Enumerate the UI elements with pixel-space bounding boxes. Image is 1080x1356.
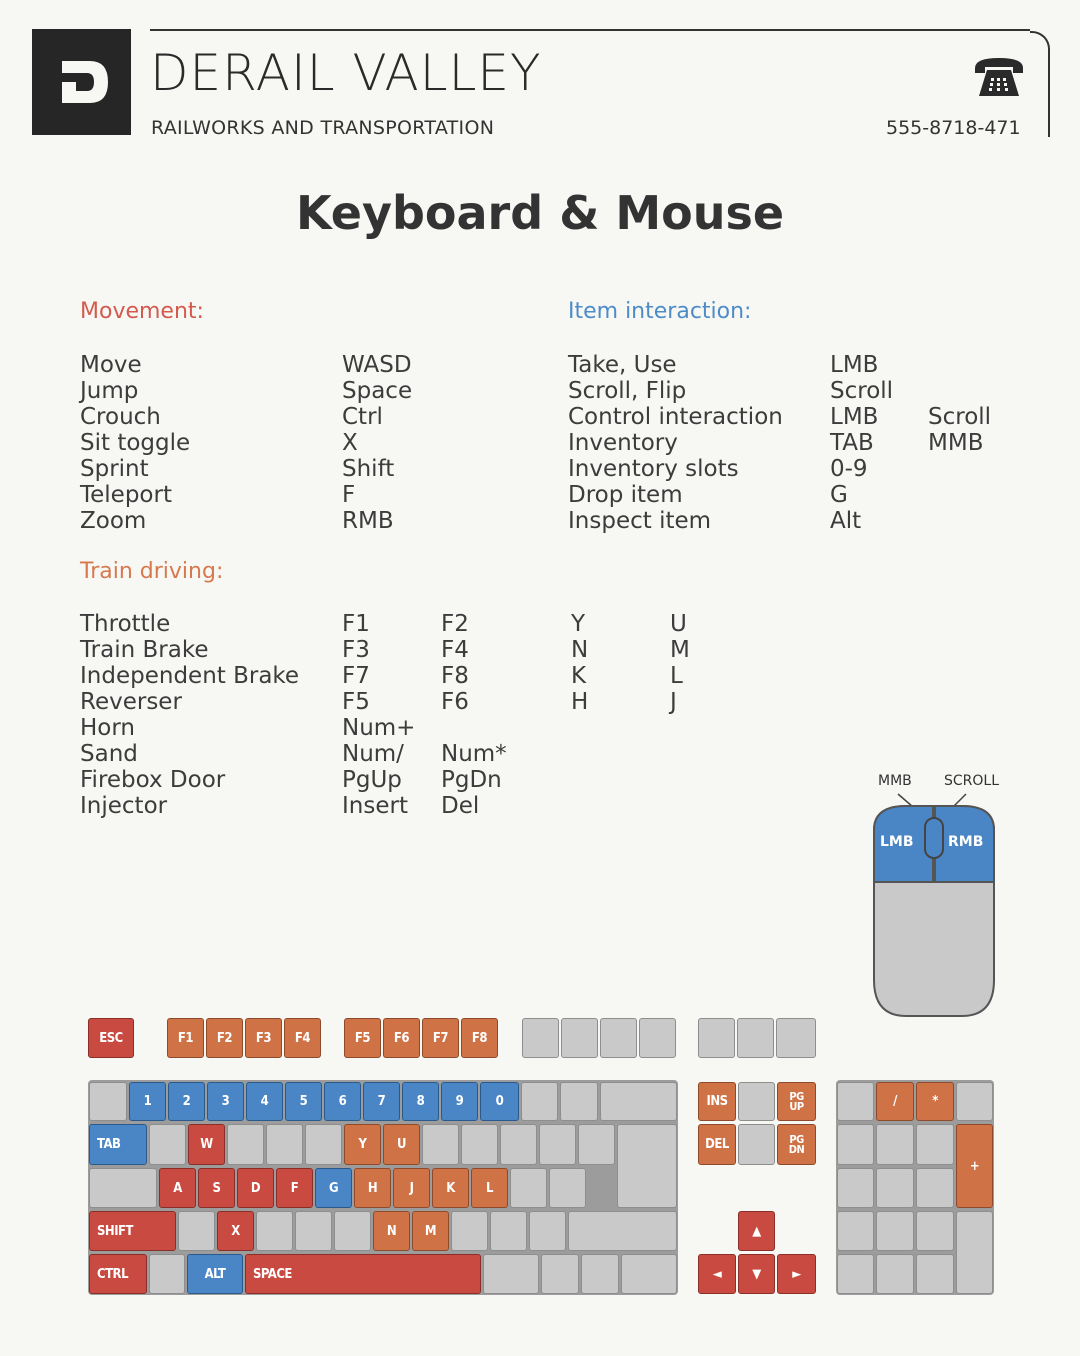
train-key: PgDn xyxy=(441,767,502,793)
key-w: W xyxy=(188,1124,225,1165)
key-shift: SHIFT xyxy=(89,1211,176,1251)
key-f: F xyxy=(276,1168,313,1208)
key-q xyxy=(149,1124,186,1165)
key-x: X xyxy=(217,1211,254,1251)
key-insert: INS xyxy=(698,1082,736,1121)
key-f2: F2 xyxy=(206,1018,243,1058)
key-2: 2 xyxy=(168,1082,205,1121)
mouse-lmb-button: LMB xyxy=(880,834,914,850)
key-page-up xyxy=(777,1082,816,1121)
movement-action: Crouch xyxy=(80,404,161,430)
train-key: F8 xyxy=(441,663,469,689)
key-page-up-line2: UP xyxy=(789,1099,804,1113)
movement-key: X xyxy=(342,430,358,456)
train-key: K xyxy=(571,663,587,689)
key-right-alt xyxy=(483,1254,539,1294)
header-corner xyxy=(1030,31,1050,137)
item-key: LMB xyxy=(830,352,879,378)
movement-key: WASD xyxy=(342,352,412,378)
key-scroll-lock xyxy=(737,1018,774,1058)
key-menu xyxy=(541,1254,579,1294)
train-key: PgUp xyxy=(342,767,402,793)
item-action: Scroll, Flip xyxy=(568,378,687,404)
train-action: Independent Brake xyxy=(80,663,300,689)
train-key: F1 xyxy=(342,611,370,637)
key-3: 3 xyxy=(207,1082,244,1121)
mouse-mmb-label: MMB xyxy=(878,773,912,789)
key-k: K xyxy=(432,1168,469,1208)
key-caps-lock xyxy=(89,1168,157,1208)
key-num-plus: + xyxy=(956,1124,993,1208)
key-page-down-line1: PG xyxy=(789,1132,804,1146)
key-right-ctrl xyxy=(621,1254,677,1294)
key-8: 8 xyxy=(402,1082,439,1121)
train-key: F4 xyxy=(441,637,469,663)
movement-action: Sprint xyxy=(80,456,149,482)
key-equals xyxy=(560,1082,598,1121)
movement-key: Space xyxy=(342,378,413,404)
train-key: F3 xyxy=(342,637,370,663)
key-num-5 xyxy=(876,1168,914,1208)
arrow-left-key: ◄ xyxy=(698,1254,736,1294)
key-num-6 xyxy=(916,1168,954,1208)
movement-action: Jump xyxy=(80,378,139,404)
key-c xyxy=(256,1211,293,1251)
key-backspace xyxy=(600,1082,677,1121)
key-f9 xyxy=(522,1018,559,1058)
key-win xyxy=(149,1254,185,1294)
item-alt-key: Scroll xyxy=(928,404,992,430)
key-7: 7 xyxy=(363,1082,400,1121)
key-fn xyxy=(581,1254,619,1294)
key-right-shift xyxy=(568,1211,677,1251)
item-key: LMB xyxy=(830,404,879,430)
key-6: 6 xyxy=(324,1082,361,1121)
item-action: Inventory xyxy=(568,430,678,456)
key-num-decimal xyxy=(916,1254,954,1294)
item-key: Scroll xyxy=(830,378,894,404)
key-home xyxy=(738,1082,775,1121)
key-esc: ESC xyxy=(88,1018,134,1058)
key-f4: F4 xyxy=(284,1018,321,1058)
train-driving-heading: Train driving: xyxy=(80,559,224,584)
train-key: F7 xyxy=(342,663,370,689)
train-key: L xyxy=(670,663,683,689)
train-key: Num/ xyxy=(342,741,404,767)
logo-d-icon xyxy=(32,29,131,135)
telephone-icon xyxy=(971,54,1027,100)
train-action: Injector xyxy=(80,793,168,819)
key-right-bracket xyxy=(578,1124,615,1165)
key-a: A xyxy=(159,1168,196,1208)
key-print-screen xyxy=(698,1018,735,1058)
key-f3: F3 xyxy=(245,1018,282,1058)
company-logo xyxy=(32,29,131,135)
key-delete: DEL xyxy=(698,1124,736,1165)
key-u: U xyxy=(383,1124,420,1165)
item-action: Inventory slots xyxy=(568,456,739,482)
key-page-down xyxy=(777,1124,816,1165)
key-1: 1 xyxy=(129,1082,166,1121)
key-minus xyxy=(521,1082,558,1121)
movement-heading: Movement: xyxy=(80,299,204,324)
item-key: TAB xyxy=(830,430,874,456)
key-s: S xyxy=(198,1168,235,1208)
movement-action: Teleport xyxy=(80,482,172,508)
key-tab: TAB xyxy=(89,1124,147,1165)
key-num-0 xyxy=(837,1254,874,1294)
arrow-right-key: ► xyxy=(777,1254,816,1294)
key-enter xyxy=(617,1124,677,1208)
key-num-divide: / xyxy=(876,1082,914,1121)
key-r xyxy=(266,1124,303,1165)
key-f11 xyxy=(600,1018,637,1058)
train-action: Firebox Door xyxy=(80,767,226,793)
movement-key: Ctrl xyxy=(342,404,383,430)
train-key: Insert xyxy=(342,793,408,819)
key-space: SPACE xyxy=(245,1254,481,1294)
key-t xyxy=(305,1124,342,1165)
item-key: Alt xyxy=(830,508,862,534)
train-action: Reverser xyxy=(80,689,182,715)
key-v xyxy=(295,1211,332,1251)
train-key: U xyxy=(670,611,687,637)
key-period xyxy=(490,1211,527,1251)
key-end xyxy=(738,1124,775,1165)
train-key: Num* xyxy=(441,741,507,767)
key-f8: F8 xyxy=(461,1018,498,1058)
mouse-scroll-label: SCROLL xyxy=(944,773,1000,789)
movement-key: Shift xyxy=(342,456,395,482)
key-backtick xyxy=(89,1082,127,1121)
key-num-lock xyxy=(837,1082,874,1121)
train-key: Num+ xyxy=(342,715,416,741)
key-ctrl: CTRL xyxy=(89,1254,147,1294)
item-action: Take, Use xyxy=(568,352,677,378)
key-page-up-line1: PG xyxy=(789,1089,804,1103)
key-z xyxy=(178,1211,215,1251)
key-slash xyxy=(529,1211,566,1251)
key-n: N xyxy=(373,1211,410,1251)
key-num-8 xyxy=(876,1124,914,1165)
item-alt-key: MMB xyxy=(928,430,984,456)
key-9: 9 xyxy=(441,1082,478,1121)
key-comma xyxy=(451,1211,488,1251)
item-action: Control interaction xyxy=(568,404,783,430)
train-action: Sand xyxy=(80,741,138,767)
key-4: 4 xyxy=(246,1082,283,1121)
train-action: Train Brake xyxy=(80,637,209,663)
key-f7: F7 xyxy=(422,1018,459,1058)
key-alt: ALT xyxy=(187,1254,243,1294)
train-key: J xyxy=(670,689,677,715)
train-key: F5 xyxy=(342,689,370,715)
movement-key: RMB xyxy=(342,508,394,534)
key-m: M xyxy=(412,1211,449,1251)
item-action: Drop item xyxy=(568,482,683,508)
key-f1: F1 xyxy=(167,1018,204,1058)
key-num-minus xyxy=(956,1082,993,1121)
key-d: D xyxy=(237,1168,274,1208)
key-p xyxy=(500,1124,537,1165)
header-rule xyxy=(150,29,1030,31)
key-semicolon xyxy=(510,1168,547,1208)
brand-name: DERAIL VALLEY xyxy=(150,44,542,102)
movement-action: Zoom xyxy=(80,508,147,534)
key-0: 0 xyxy=(480,1082,519,1121)
movement-action: Move xyxy=(80,352,142,378)
key-num-0-wide xyxy=(876,1254,914,1294)
key-num-3 xyxy=(916,1211,954,1251)
train-action: Horn xyxy=(80,715,135,741)
arrow-up-key: ▲ xyxy=(738,1211,775,1251)
item-key: G xyxy=(830,482,848,508)
key-o xyxy=(461,1124,498,1165)
train-key: M xyxy=(670,637,690,663)
key-num-multiply: * xyxy=(916,1082,954,1121)
phone-number: 555-8718-471 xyxy=(886,117,1021,139)
key-page-down-line2: DN xyxy=(788,1142,805,1156)
key-num-enter xyxy=(956,1211,993,1294)
train-key: N xyxy=(571,637,589,663)
key-i xyxy=(422,1124,459,1165)
key-j: J xyxy=(393,1168,430,1208)
key-b xyxy=(334,1211,371,1251)
brand-tagline: RAILWORKS AND TRANSPORTATION xyxy=(151,117,495,139)
key-5: 5 xyxy=(285,1082,322,1121)
page-title: Keyboard & Mouse xyxy=(295,186,785,240)
key-f5: F5 xyxy=(344,1018,381,1058)
key-g: G xyxy=(315,1168,352,1208)
key-num-7 xyxy=(837,1124,874,1165)
train-action: Throttle xyxy=(80,611,171,637)
item-action: Inspect item xyxy=(568,508,712,534)
key-e xyxy=(227,1124,264,1165)
mouse-diagram xyxy=(866,790,1002,1020)
movement-key: F xyxy=(342,482,356,508)
train-key: H xyxy=(571,689,589,715)
item-key: 0-9 xyxy=(830,456,868,482)
key-pause xyxy=(776,1018,816,1058)
key-num-4 xyxy=(837,1168,874,1208)
key-l: L xyxy=(471,1168,508,1208)
key-quote xyxy=(549,1168,586,1208)
train-key: Del xyxy=(441,793,480,819)
key-h: H xyxy=(354,1168,391,1208)
arrow-down-key: ▼ xyxy=(738,1254,775,1294)
key-left-bracket xyxy=(539,1124,576,1165)
key-f12 xyxy=(639,1018,676,1058)
mouse-rmb-button: RMB xyxy=(948,834,984,850)
item-interaction-heading: Item interaction: xyxy=(568,299,752,324)
movement-action: Sit toggle xyxy=(80,430,191,456)
key-num-1 xyxy=(837,1211,874,1251)
key-f6: F6 xyxy=(383,1018,420,1058)
key-num-9 xyxy=(916,1124,954,1165)
train-key: Y xyxy=(571,611,586,637)
train-key: F6 xyxy=(441,689,469,715)
key-num-2 xyxy=(876,1211,914,1251)
train-key: F2 xyxy=(441,611,469,637)
key-y: Y xyxy=(344,1124,381,1165)
key-f10 xyxy=(561,1018,598,1058)
